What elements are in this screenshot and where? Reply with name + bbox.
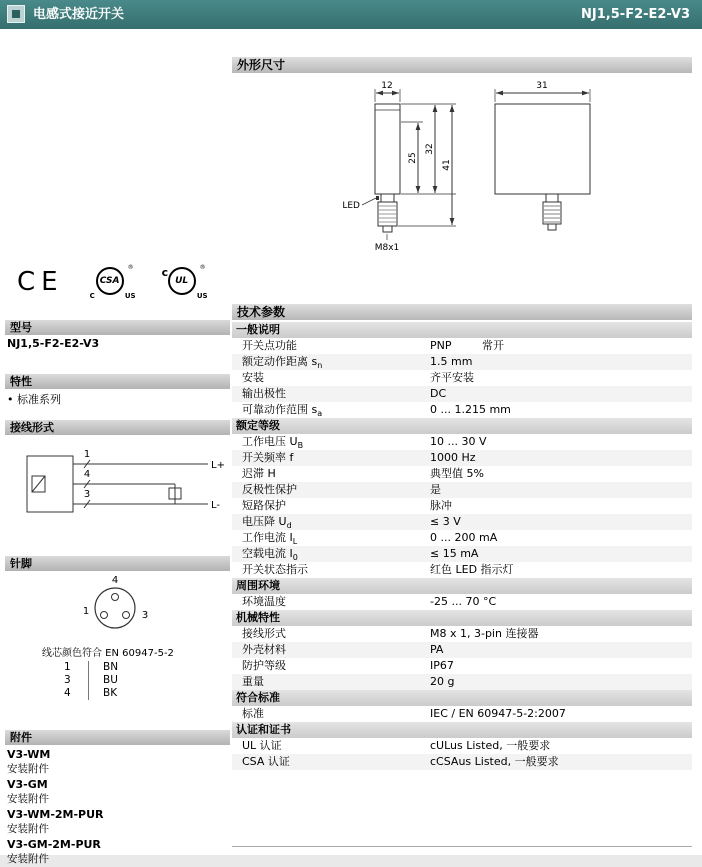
tech-row-value: ≤ 15 mA [430, 547, 479, 560]
ul-c-label: c [161, 266, 169, 279]
tech-row [232, 402, 692, 418]
tech-row-label: 开关状态指示 [242, 563, 308, 576]
tech-row [232, 354, 692, 370]
tech-row-value: ≤ 3 V [430, 515, 461, 528]
tech-row [232, 466, 692, 482]
tech-row [232, 450, 692, 466]
tech-row-label: CSA 认证 [242, 755, 290, 768]
tech-row [232, 482, 692, 498]
tech-row-label-subscript: a [317, 409, 323, 418]
section-header-features: 特性 [5, 374, 230, 389]
dim-25-label: 25 [408, 152, 418, 164]
connector-pin1-label: 1 [82, 606, 90, 617]
accessory-description: 安装附件 [7, 823, 49, 835]
tech-row [232, 338, 692, 354]
tech-row [232, 546, 692, 562]
tech-row-label: 开关点功能 [242, 339, 297, 352]
feature-item: • 标准系列 [7, 391, 61, 407]
tech-row-value: PNP [430, 339, 452, 352]
pin-number: 3 [64, 674, 71, 686]
ul-registered-icon: ® [199, 264, 206, 271]
tech-row-value: 齐平安装 [430, 371, 474, 384]
tech-row-label: 接线形式 [242, 627, 286, 640]
tech-row-label: 迟滞 H [242, 467, 276, 480]
tech-row-value: 是 [430, 483, 441, 496]
tech-row [232, 530, 692, 546]
section-header-dimensions: 外形尺寸 [232, 57, 692, 73]
tech-row-value-2: 常开 [482, 339, 504, 352]
tech-row-label: 环境温度 [242, 595, 286, 608]
tech-row-value: 1.5 mm [430, 355, 473, 368]
tech-row-value: 红色 LED 指示灯 [430, 563, 514, 576]
tech-row [232, 498, 692, 514]
tech-row-value: 20 g [430, 675, 455, 688]
tech-row-label: 输出极性 [242, 387, 286, 400]
accessory-description: 安装附件 [7, 853, 49, 865]
tech-row-label: 额定动作距离 s [242, 355, 318, 368]
tech-group-header: 一般说明 [232, 322, 692, 338]
ce-mark-logo: CE [17, 267, 64, 297]
wiring-diagram [15, 438, 225, 538]
wiring-pin4-label: 4 [83, 469, 91, 480]
thread-size-label: M8x1 [374, 243, 400, 253]
product-model-title: NJ1,5-F2-E2-V3 [581, 7, 690, 22]
wiring-lminus-label: L- [211, 500, 221, 511]
tech-row-label: 反极性保护 [242, 483, 297, 496]
csa-registered-icon: ® [127, 264, 134, 271]
pin-number: 1 [64, 661, 71, 673]
section-header-pinout: 针脚 [5, 556, 230, 571]
tech-row [232, 370, 692, 386]
tech-row-value: IP67 [430, 659, 454, 672]
tech-row-value: DC [430, 387, 447, 400]
tech-row-value: M8 x 1, 3-pin 连接器 [430, 627, 539, 640]
connector-face-diagram [55, 574, 175, 636]
tech-row [232, 706, 692, 722]
tech-row-label: 安装 [242, 371, 264, 384]
tech-row-label: 重量 [242, 675, 264, 688]
tech-row-label: 工作电流 I [242, 531, 293, 544]
core-color-note: 线芯颜色符合 EN 60947-5-2 [42, 648, 174, 659]
tech-group-header: 符合标准 [232, 690, 692, 706]
pin-color-table [62, 661, 146, 700]
accessory-name: V3-GM-2M-PUR [7, 838, 101, 851]
technical-data-table [232, 322, 692, 770]
accessory-name: V3-WM [7, 748, 51, 761]
tech-group-header: 机械特性 [232, 610, 692, 626]
connector-pin3-label: 3 [141, 610, 149, 621]
section-header-accessories: 附件 [5, 730, 230, 745]
tech-row-label-subscript: 0 [292, 553, 298, 562]
csa-logo-circle: CSA [96, 267, 124, 295]
tech-row-label-subscript: B [297, 441, 304, 450]
tech-row [232, 674, 692, 690]
accessory-description: 安装附件 [7, 763, 49, 775]
tech-row-value: cCSAus Listed, 一般要求 [430, 755, 559, 768]
tech-row [232, 514, 692, 530]
wiring-pin1-label: 1 [83, 449, 91, 460]
dim-32-label: 32 [425, 143, 435, 155]
tech-row [232, 386, 692, 402]
tech-row [232, 562, 692, 578]
pin-color-code: BU [88, 674, 146, 687]
tech-row-label: 开关频率 f [242, 451, 294, 464]
tech-row-label: UL 认证 [242, 739, 282, 752]
dim-41-label: 41 [442, 159, 452, 171]
tech-row-value: PA [430, 643, 444, 656]
tech-row-value: -25 ... 70 °C [430, 595, 497, 608]
tech-row-value: 0 ... 1.215 mm [430, 403, 511, 416]
tech-row-label: 空载电流 I [242, 547, 293, 560]
pin-color-code: BK [88, 687, 146, 700]
tech-row [232, 754, 692, 770]
tech-row [232, 626, 692, 642]
section-header-connection: 接线形式 [5, 420, 230, 435]
page-bottom-rule [232, 846, 692, 847]
dimension-drawing [232, 76, 692, 301]
tech-row-value: 0 ... 200 mA [430, 531, 498, 544]
pin-color-code: BN [88, 661, 146, 674]
pin-number: 4 [64, 687, 71, 699]
csa-us-label: US [124, 292, 136, 300]
tech-row [232, 434, 692, 450]
tech-row-label-subscript: L [292, 537, 298, 546]
tech-row-label: 短路保护 [242, 499, 286, 512]
sensor-product-icon-inner [12, 10, 20, 18]
model-number: NJ1,5-F2-E2-V3 [7, 337, 100, 350]
product-family-title: 电感式接近开关 [33, 7, 125, 22]
dim-31-label: 31 [536, 81, 548, 91]
tech-row-value: cULus Listed, 一般要求 [430, 739, 551, 752]
ul-us-label: US [196, 292, 208, 300]
tech-row-value: 10 ... 30 V [430, 435, 487, 448]
tech-row-label-subscript: d [286, 521, 292, 530]
led-label: LED [342, 201, 360, 211]
wiring-lplus-label: L+ [211, 460, 225, 471]
accessory-name: V3-WM-2M-PUR [7, 808, 104, 821]
dim-12-label: 12 [381, 81, 393, 91]
tech-row-value: 脉冲 [430, 499, 452, 512]
section-header-technical-data: 技术参数 [232, 304, 692, 320]
connector-pin4-label: 4 [111, 575, 119, 586]
tech-row-label: 可靠动作范围 s [242, 403, 318, 416]
tech-group-header: 周围环境 [232, 578, 692, 594]
csa-logo [90, 264, 136, 300]
tech-row-label: 工作电压 U [242, 435, 298, 448]
accessory-name: V3-GM [7, 778, 48, 791]
section-header-model: 型号 [5, 320, 230, 335]
tech-row [232, 642, 692, 658]
header-bar [0, 0, 702, 29]
tech-row-label: 外壳材料 [242, 643, 286, 656]
tech-row-value: 典型值 5% [430, 467, 484, 480]
accessories-list [7, 747, 104, 867]
tech-row [232, 658, 692, 674]
tech-row-value: 1000 Hz [430, 451, 476, 464]
tech-row-label: 电压降 U [242, 515, 287, 528]
tech-row [232, 594, 692, 610]
ul-logo [162, 264, 208, 300]
wiring-pin3-label: 3 [83, 489, 91, 500]
tech-group-header: 额定等级 [232, 418, 692, 434]
tech-group-header: 认证和证书 [232, 722, 692, 738]
ul-logo-circle: UL [168, 267, 196, 295]
certification-logos [5, 256, 230, 308]
features-list [7, 391, 61, 407]
csa-c-label: C [89, 292, 95, 300]
tech-row-label: 防护等级 [242, 659, 286, 672]
tech-row-value: IEC / EN 60947-5-2:2007 [430, 707, 566, 720]
tech-row-label: 标准 [242, 707, 264, 720]
tech-row [232, 738, 692, 754]
sensor-product-icon [7, 5, 25, 23]
accessory-description: 安装附件 [7, 793, 49, 805]
tech-row-label-subscript: n [317, 361, 323, 370]
